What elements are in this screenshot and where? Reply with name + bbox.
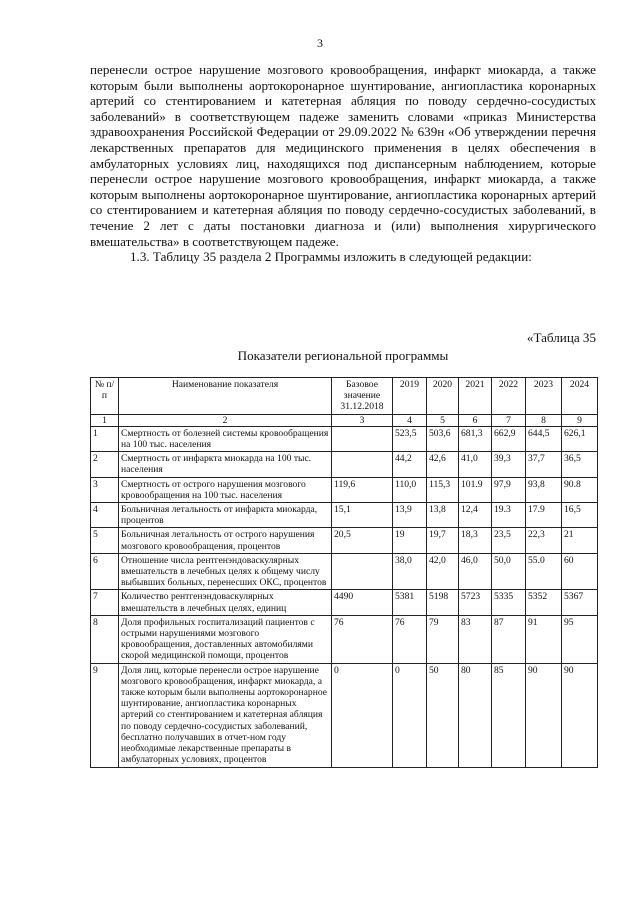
year-value: 90: [526, 663, 562, 767]
year-value: 41,0: [459, 452, 492, 477]
year-value: 16,5: [562, 503, 598, 528]
table-row: [91, 615, 598, 663]
year-value: 681,3: [459, 426, 492, 451]
table-row: [91, 663, 598, 767]
year-value: 5381: [393, 590, 427, 615]
row-number: 8: [91, 615, 119, 663]
indicators-table-wrapper: [90, 377, 597, 768]
column-index: 4: [393, 414, 427, 426]
base-value: [332, 426, 393, 451]
year-value: 39,3: [492, 452, 526, 477]
base-value: [332, 452, 393, 477]
paragraph-amendment: перенесли острое нарушение мозгового кровообращения, инфаркт миокарда, а также которым были выполнены аортокоронарное шунтирование, ангиопластика коронарных артерий со стентированием и катетерная абляция по поводу сердечно-сосудистых заболеваний» в соответствующем падеже заменить словами «приказ Министерства здравоохранения Российской Федерации от 29.09.2022 № 639н «Об утверждении перечня лекарственных препаратов для медицинского применения в целях обеспечения в амбулаторных условиях лиц, находящихся под диспансерным наблюдением, которые перенесли острое нарушение мозгового кровообращения, инфаркт миокарда, а также которым выполнены аортокоронарное шунтирование, ангиопластика коронарных артерий со стентированием и катетерная абляция по поводу сердечно-сосудистых заболеваний, в течение 2 лет с даты постановки диагноза и (или) выполнения хирургического вмешательства» в соответствующем падеже.: [90, 62, 596, 249]
year-value: 91: [526, 615, 562, 663]
year-value: 42,6: [427, 452, 459, 477]
year-value: 50: [427, 663, 459, 767]
indicator-name: Смертность от инфаркта миокарда на 100 тыс. населения: [119, 452, 332, 477]
column-index: 3: [332, 414, 393, 426]
body-text: [90, 62, 596, 265]
header-year: 2023: [526, 378, 562, 415]
header-year: 2021: [459, 378, 492, 415]
header-year: 2020: [427, 378, 459, 415]
base-value: 76: [332, 615, 393, 663]
table-row: [91, 426, 598, 451]
year-value: 97,9: [492, 477, 526, 502]
base-value: 119,6: [332, 477, 393, 502]
year-value: 115,3: [427, 477, 459, 502]
indicator-name: Смертность от острого нарушения мозгового кровообращения на 100 тыс. населения: [119, 477, 332, 502]
table-reference: «Таблица 35: [526, 330, 596, 345]
page-number: 3: [317, 36, 323, 50]
year-value: 87: [492, 615, 526, 663]
year-value: 503,6: [427, 426, 459, 451]
column-index: 5: [427, 414, 459, 426]
row-number: 4: [91, 503, 119, 528]
year-value: 17.9: [526, 503, 562, 528]
year-value: 95: [562, 615, 598, 663]
table-title: Показатели региональной программы: [237, 348, 449, 363]
year-value: 5335: [492, 590, 526, 615]
year-value: 18,3: [459, 528, 492, 553]
year-value: 523,5: [393, 426, 427, 451]
table-row: [91, 553, 598, 590]
year-value: 0: [393, 663, 427, 767]
year-value: 60: [562, 553, 598, 590]
year-value: 5352: [526, 590, 562, 615]
base-value: 20,5: [332, 528, 393, 553]
year-value: 662,9: [492, 426, 526, 451]
year-value: 19,7: [427, 528, 459, 553]
year-value: 5198: [427, 590, 459, 615]
header-name: Наименование показателя: [119, 378, 332, 415]
year-value: 23,5: [492, 528, 526, 553]
year-value: 36,5: [562, 452, 598, 477]
indicator-name: Отношение числа рентгенэндоваскулярных вмешательств в лечебных целях к общему числу выбывших больных, перенесших ОКС, процентов: [119, 553, 332, 590]
year-value: 19.3: [492, 503, 526, 528]
base-value: 4490: [332, 590, 393, 615]
header-year: 2019: [393, 378, 427, 415]
year-value: 19: [393, 528, 427, 553]
column-index: 6: [459, 414, 492, 426]
year-value: 42,0: [427, 553, 459, 590]
table-row: [91, 590, 598, 615]
row-number: 7: [91, 590, 119, 615]
year-value: 12,4: [459, 503, 492, 528]
year-value: 55.0: [526, 553, 562, 590]
column-index: 8: [526, 414, 562, 426]
table-row: [91, 503, 598, 528]
indicator-name: Смертность от болезней системы кровообращения на 100 тыс. населения: [119, 426, 332, 451]
header-year: 2022: [492, 378, 526, 415]
base-value: [332, 553, 393, 590]
header-base: Базовое значение 31.12.2018: [332, 378, 393, 415]
year-value: 50,0: [492, 553, 526, 590]
row-number: 6: [91, 553, 119, 590]
row-number: 3: [91, 477, 119, 502]
year-value: 644,5: [526, 426, 562, 451]
year-value: 21: [562, 528, 598, 553]
year-value: 83: [459, 615, 492, 663]
year-value: 90.8: [562, 477, 598, 502]
header-year: 2024: [562, 378, 598, 415]
table-row: [91, 452, 598, 477]
year-value: 38,0: [393, 553, 427, 590]
paragraph-table-instruction: 1.3. Таблицу 35 раздела 2 Программы изложить в следующей редакции:: [130, 249, 532, 265]
indicator-name: Больничная летальность от инфаркта миокарда, процентов: [119, 503, 332, 528]
year-value: 22,3: [526, 528, 562, 553]
header-num: № п/п: [91, 378, 119, 415]
column-index-row: [91, 414, 598, 426]
year-value: 110,0: [393, 477, 427, 502]
year-value: 85: [492, 663, 526, 767]
indicator-name: Количество рентгенэндоваскулярных вмешательств в лечебных целях, единиц: [119, 590, 332, 615]
year-value: 93,8: [526, 477, 562, 502]
year-value: 37,7: [526, 452, 562, 477]
indicator-name: Доля лиц, которые перенесли острое нарушение мозгового кровообращения, инфаркт миокарда, а также которым были выполнены аортокоронарное шунтирование, ангиопластика коронарных артерий со стентированием и катетерная абляция по поводу сердечно-сосудистых заболеваний, бесплатно получавших в отчет-ном году необходимые лекарственные препараты в амбулаторных условиях, процентов: [119, 663, 332, 767]
base-value: 15,1: [332, 503, 393, 528]
column-index: 2: [119, 414, 332, 426]
year-value: 90: [562, 663, 598, 767]
indicator-name: Доля профильных госпитализаций пациентов с острыми нарушениями мозгового кровообращения, доставленных автомобилями скорой медицинской помощи, процентов: [119, 615, 332, 663]
table-header-row: [91, 378, 598, 415]
year-value: 79: [427, 615, 459, 663]
table-row: [91, 528, 598, 553]
indicator-name: Больничная летальность от острого нарушения мозгового кровообращения, процентов: [119, 528, 332, 553]
indicators-table: [90, 377, 598, 768]
year-value: 76: [393, 615, 427, 663]
year-value: 5723: [459, 590, 492, 615]
column-index: 1: [91, 414, 119, 426]
year-value: 5367: [562, 590, 598, 615]
row-number: 2: [91, 452, 119, 477]
row-number: 9: [91, 663, 119, 767]
year-value: 13,9: [393, 503, 427, 528]
row-number: 1: [91, 426, 119, 451]
table-row: [91, 477, 598, 502]
row-number: 5: [91, 528, 119, 553]
year-value: 101.9: [459, 477, 492, 502]
year-value: 626,1: [562, 426, 598, 451]
base-value: 0: [332, 663, 393, 767]
year-value: 13,8: [427, 503, 459, 528]
column-index: 7: [492, 414, 526, 426]
column-index: 9: [562, 414, 598, 426]
year-value: 44,2: [393, 452, 427, 477]
year-value: 46,0: [459, 553, 492, 590]
year-value: 80: [459, 663, 492, 767]
